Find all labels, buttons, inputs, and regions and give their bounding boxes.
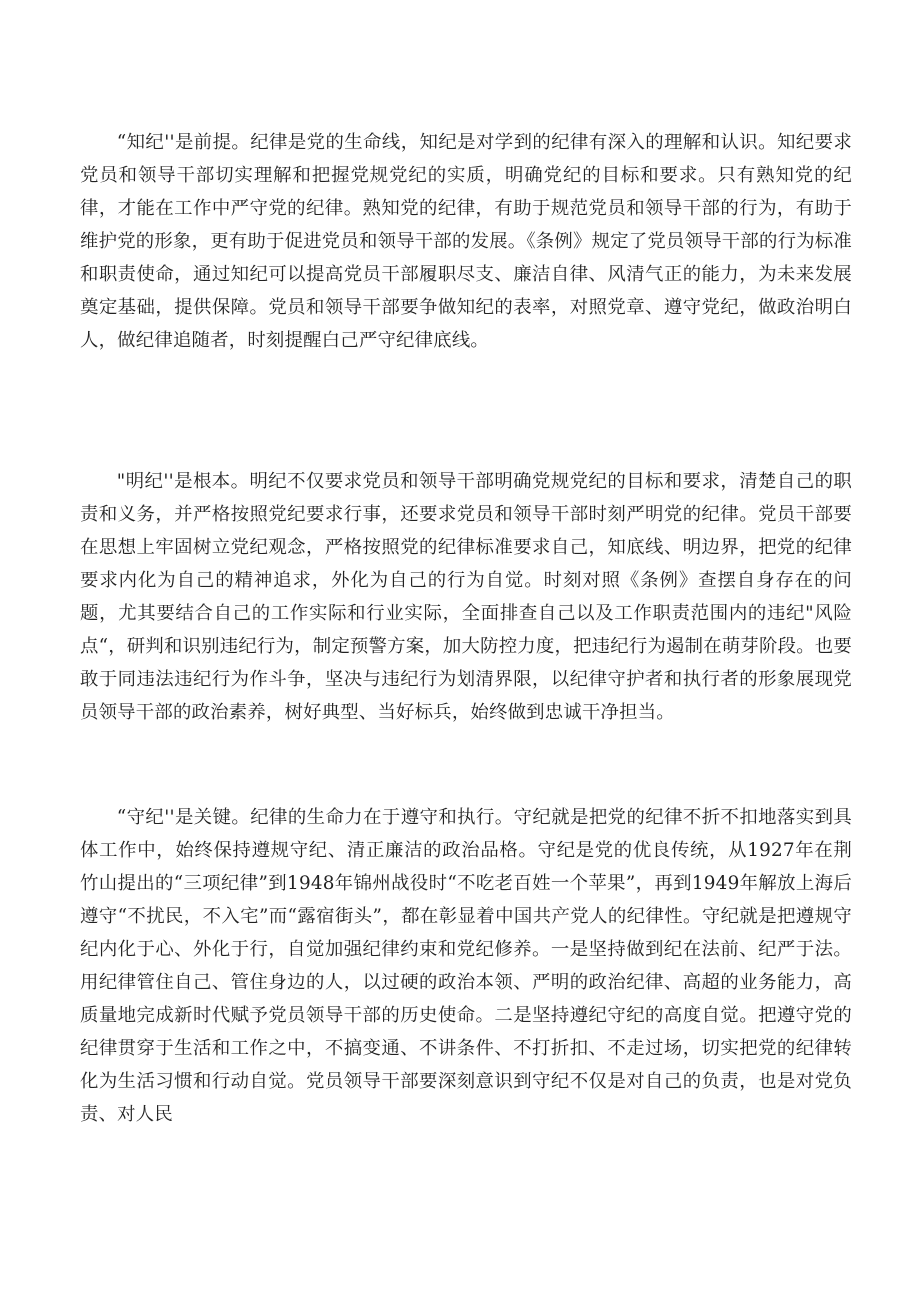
paragraph-mingji: "明纪''是根本。明纪不仅要求党员和领导干部明确党规党纪的目标和要求，清楚自己的职责和义务，并严格按照党纪要求行事，还要求党员和领导干部时刻严明党的纪律。党员干部要在思想上牢固树立党纪观念，严格按照党的纪律标准要求自己，知底线、明边界，把党的纪律要求内化为自己的精神追求，外化为自己的行为自觉。时刻对照《条例》查摆自身存在的问题，尤其要结合自己的工作实际和行业实际，全面排查自己以及工作职责范围内的违纪"风险点“，研判和识别违纪行为，制定预警方案，加大防控力度，把违纪行为遏制在萌芽阶段。也要敢于同违法违纪行为作斗争，坚决与违纪行为划清界限，以纪律守护者和执行者的形象展现党员领导干部的政治素养，树好典型、当好标兵，始终做到忠诚干净担当。 bbox=[80, 471, 852, 723]
paragraph-zhiji: “知纪''是前提。纪律是党的生命线，知纪是对学到的纪律有深入的理解和认识。知纪要求党员和领导干部切实理解和把握党规党纪的实质，明确党纪的目标和要求。只有熟知党的纪律，才能在工作中严守党的纪律。熟知党的纪律，有助于规范党员和领导干部的行为，有助于维护党的形象，更有助于促进党员和领导干部的发展。《条例》规定了党员领导干部的行为标准和职责使命，通过知纪可以提高党员干部履职尽支、廉洁自律、风清气正的能力，为未来发展奠定基础，提供保障。党员和领导干部要争做知纪的表率，对照党章、遵守党纪，做政治明白人，做纪律追随者，时刻提醒白己严守纪律底线。 bbox=[80, 132, 852, 351]
paragraph-shouji: “守纪''是关键。纪律的生命力在于遵守和执行。守纪就是把党的纪律不折不扣地落实到具体工作中，始终保持遵规守纪、清正廉洁的政治品格。守纪是党的优良传统，从1927年在荆竹山提出的“三项纪律”到1948年锦州战役时“不吃老百姓一个苹果”，再到1949年解放上海后遵守“不扰民，不入宅”而“露宿街头”，都在彰显着中国共产党人的纪律性。守纪就是把遵规守纪内化于心、外化于行，自觉加强纪律约束和党纪修养。一是坚持做到纪在法前、纪严于法。用纪律管住自己、管住身边的人，以过硬的政治本领、严明的政治纪律、高超的业务能力，高质量地完成新时代赋予党员领导干部的历史使命。二是坚持遵纪守纪的高度自觉。把遵守党的纪律贯穿于生活和工作之中，不搞变通、不讲条件、不打折扣、不走过场，切实把党的纪律转化为生活习惯和行动自觉。党员领导干部要深刻意识到守纪不仅是对自己的负责，也是对党负责、对人民 bbox=[80, 807, 852, 1125]
